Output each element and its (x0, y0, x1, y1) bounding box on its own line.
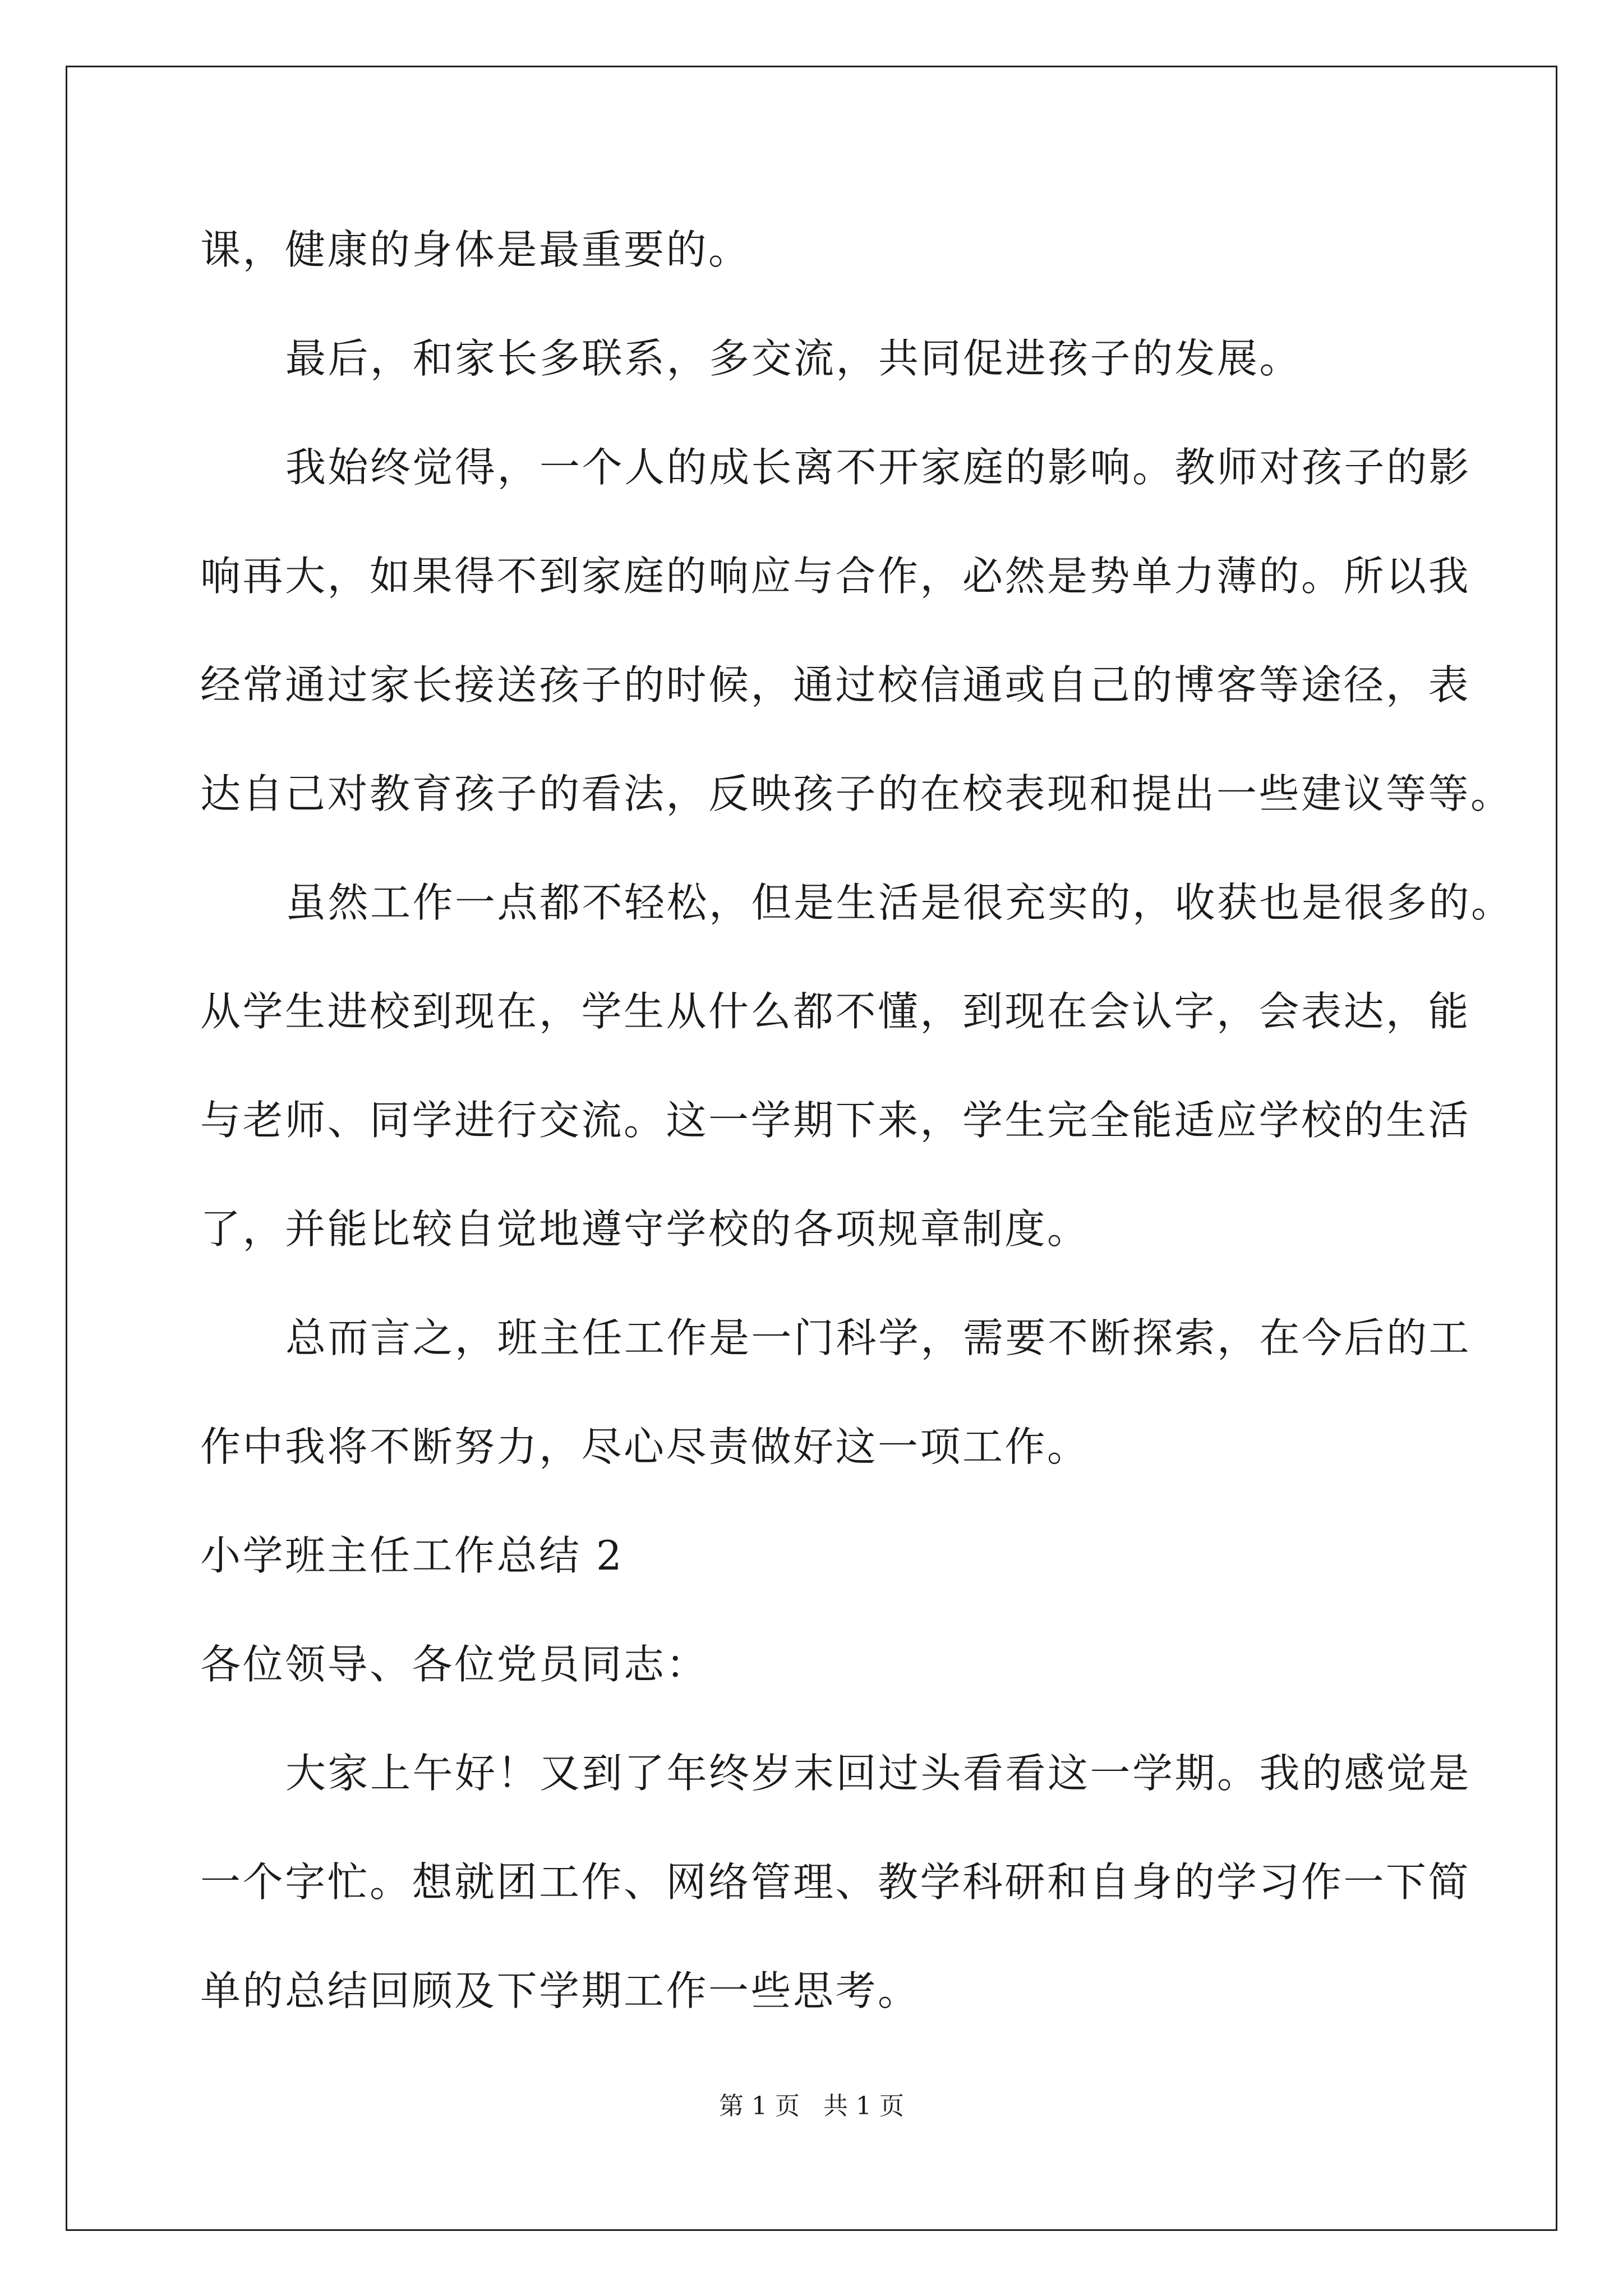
text-line: 最后，和家长多联系，多交流，共同促进孩子的发展。 (285, 335, 1302, 382)
page-footer: 第 1 页 共 1 页 (719, 2092, 904, 2120)
section-heading: 小学班主任工作总结 2 (200, 1532, 624, 1579)
salutation: 各位领导、各位党员同志： (200, 1641, 709, 1688)
text-line: 作中我将不断努力，尽心尽责做好这一项工作。 (200, 1423, 1090, 1470)
text-line: 大家上午好！又到了年终岁末回过头看看这一学期。我的感觉是 (285, 1750, 1472, 1797)
text-line: 经常通过家长接送孩子的时候，通过校信通或自己的博客等途径，表 (200, 661, 1471, 708)
text-line: 响再大，如果得不到家庭的响应与合作，必然是势单力薄的。所以我 (200, 553, 1471, 600)
text-line: 了，并能比较自觉地遵守学校的各项规章制度。 (200, 1205, 1090, 1253)
text-line: 一个字忙。想就团工作、网络管理、教学科研和自身的学习作一下简 (200, 1858, 1471, 1906)
text-line: 与老师、同学进行交流。这一学期下来，学生完全能适应学校的生活 (200, 1097, 1471, 1144)
text-line: 总而言之，班主任工作是一门科学，需要不断探索，在今后的工 (285, 1314, 1472, 1361)
text-line: 单的总结回顾及下学期工作一些思考。 (200, 1967, 920, 2014)
text-line: 虽然工作一点都不轻松，但是生活是很充实的，收获也是很多的。 (285, 879, 1514, 926)
text-line: 课，健康的身体是最重要的。 (200, 226, 751, 273)
text-line: 从学生进校到现在，学生从什么都不懂，到现在会认字，会表达，能 (200, 988, 1471, 1035)
text-line: 我始终觉得，一个人的成长离不开家庭的影响。教师对孩子的影 (285, 444, 1472, 491)
text-line: 达自己对教育孩子的看法，反映孩子的在校表现和提出一些建议等等。 (200, 770, 1513, 817)
